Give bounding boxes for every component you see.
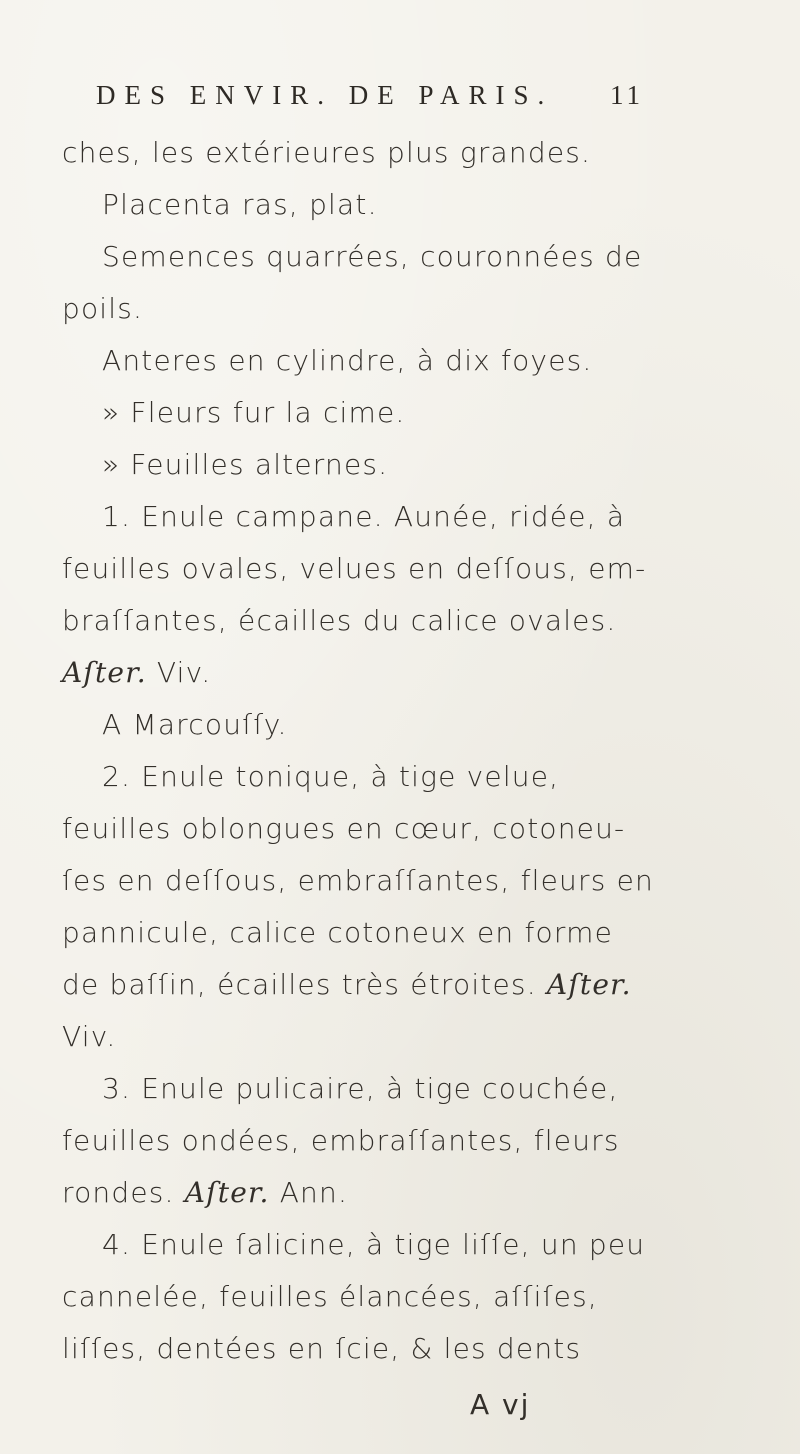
text-line: de baſſin, écailles très étroites. Aſter. (62, 968, 632, 1001)
running-title: DES ENVIR. DE PARIS. (96, 80, 554, 110)
text-line: Placenta ras, plat. (102, 188, 378, 221)
text-line: 4. Enule ſalicine, à tige liſſe, un peu (102, 1228, 646, 1261)
italic-term: Aſter. (62, 656, 147, 689)
text-line: » Fleurs fur la cime. (102, 396, 406, 429)
signature-mark: A vj (470, 1388, 531, 1421)
text-line: Semences quarrées, couronnées de (102, 240, 643, 273)
text-line: pannicule, calice cotoneux en forme (62, 916, 613, 949)
italic-term: Aſter. (184, 1176, 270, 1209)
text-line: A Marcouſſy. (102, 708, 288, 741)
text-line: 1. Enule campane. Aunée, ridée, à (102, 500, 626, 533)
text-line: poils. (62, 292, 144, 325)
page-number: 11 (610, 80, 644, 110)
italic-term: Aſter. (546, 968, 632, 1001)
text-line: » Feuilles alternes. (102, 448, 389, 481)
text-line: Aſter. Viv. (62, 656, 212, 689)
text-line: liſſes, dentées en ſcie, & les dents (62, 1332, 582, 1365)
text-line: 2. Enule tonique, à tige velue, (102, 760, 560, 793)
text-line: 3. Enule pulicaire, à tige couchée, (102, 1072, 619, 1105)
text-line: Anteres en cylindre, à dix foyes. (102, 344, 593, 377)
text-line: Viv. (62, 1020, 117, 1053)
text-line: cannelée, feuilles élancées, aſſiſes, (62, 1280, 598, 1313)
text-line: ſes en deſſous, embraſſantes, fleurs en (62, 864, 654, 897)
text-line: rondes. Aſter. Ann. (62, 1176, 349, 1209)
text-line: feuilles ovales, velues en deſſous, em- (62, 552, 647, 585)
text-line: braſſantes, écailles du calice ovales. (62, 604, 617, 637)
text-line: feuilles ondées, embraſſantes, fleurs (62, 1124, 620, 1157)
text-line: feuilles oblongues en cœur, cotoneu- (62, 812, 626, 845)
text-line: ches, les extérieures plus grandes. (62, 136, 592, 169)
